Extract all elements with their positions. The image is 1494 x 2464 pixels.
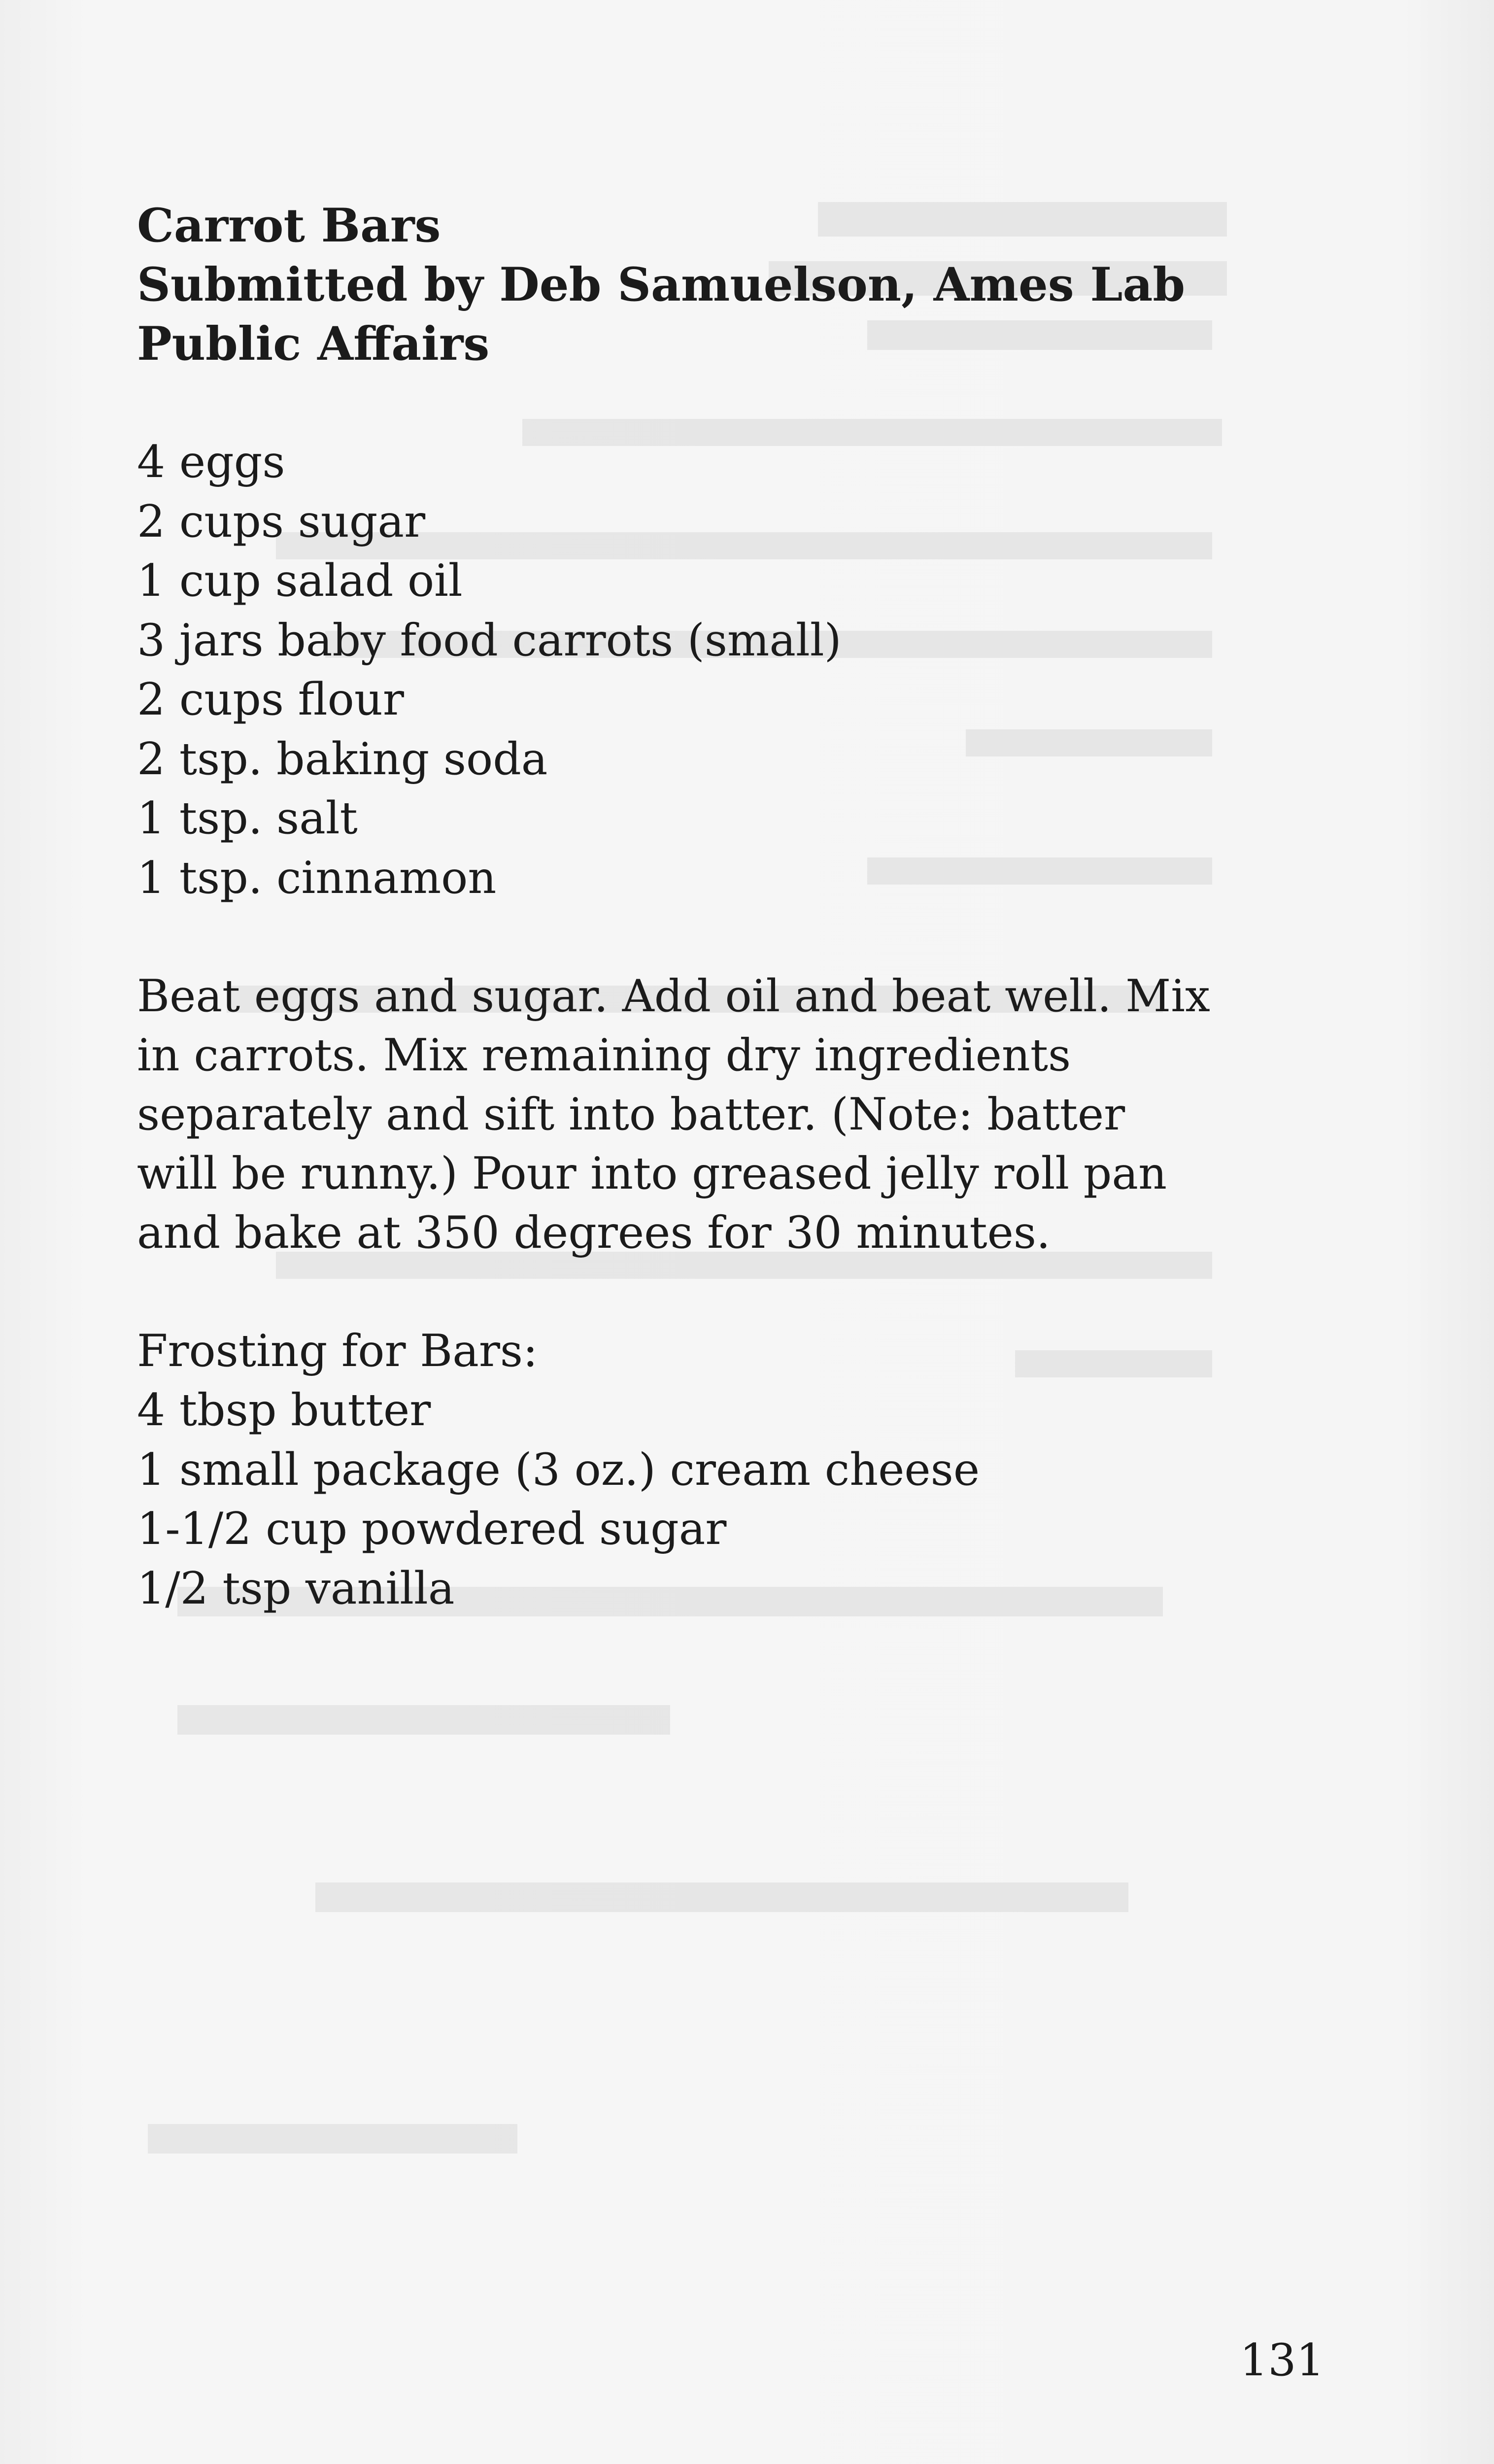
instruction-line: Beat eggs and sugar. Add oil and beat well. Mix bbox=[137, 970, 1210, 1022]
ingredient-item: 2 cups sugar bbox=[137, 495, 426, 548]
frosting-ingredient-item: 4 tbsp butter bbox=[137, 1384, 431, 1436]
frosting-heading: Frosting for Bars: bbox=[137, 1325, 538, 1377]
ingredient-item: 1 tsp. cinnamon bbox=[137, 852, 497, 904]
instruction-line: and bake at 350 degrees for 30 minutes. bbox=[137, 1207, 1051, 1259]
ingredient-item: 2 cups flour bbox=[137, 674, 404, 725]
frosting-ingredient-item: 1-1/2 cup powdered sugar bbox=[137, 1503, 727, 1555]
recipe-content bbox=[137, 196, 1280, 1618]
ingredient-item: 4 eggs bbox=[137, 436, 285, 488]
frosting-ingredient-item: 1 small package (3 oz.) cream cheese bbox=[137, 1443, 980, 1496]
ingredient-item: 3 jars baby food carrots (small) bbox=[137, 614, 842, 666]
instructions-paragraph bbox=[137, 967, 1280, 1263]
ingredient-item: 2 tsp. baking soda bbox=[137, 733, 548, 785]
instruction-line: separately and sift into batter. (Note: batter bbox=[137, 1089, 1125, 1140]
ingredient-item: 1 cup salad oil bbox=[137, 555, 463, 607]
frosting-ingredient-item: 1/2 tsp vanilla bbox=[137, 1562, 455, 1614]
ingredients-list bbox=[137, 433, 1280, 908]
instruction-line: will be runny.) Pour into greased jelly roll pan bbox=[137, 1148, 1167, 1199]
recipe-department: Public Affairs bbox=[137, 317, 490, 371]
frosting-ingredients-list bbox=[137, 1381, 1280, 1618]
ingredient-item: 1 tsp. salt bbox=[137, 792, 358, 844]
recipe-title: Carrot Bars bbox=[137, 199, 441, 253]
recipe-submitter: Submitted by Deb Samuelson, Ames Lab bbox=[137, 258, 1186, 312]
page-number: 131 bbox=[1240, 2334, 1324, 2386]
instruction-line: in carrots. Mix remaining dry ingredients bbox=[137, 1029, 1071, 1081]
